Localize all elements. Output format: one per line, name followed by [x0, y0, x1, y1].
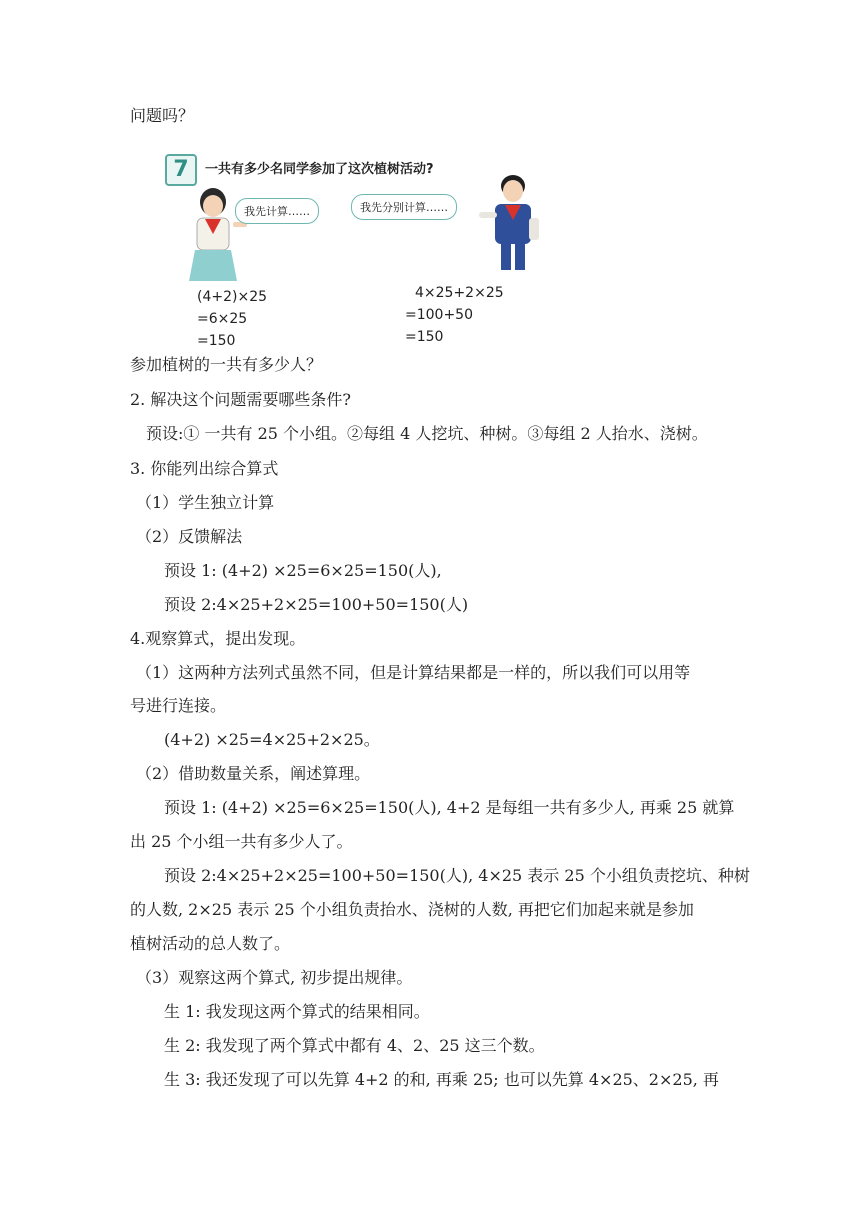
text-line: 预设 1: (4+2) ×25=6×25=150(人), 4+2 是每组一共有多少人, 再乘 25 就算 [164, 798, 735, 817]
speech-bubble-left: 我先计算…… [235, 198, 319, 224]
textbook-figure [165, 146, 560, 349]
text-line: 预设 2:4×25+2×25=100+50=150(人) [164, 595, 469, 614]
text-line: 2. 解决这个问题需要哪些条件? [130, 390, 351, 409]
text-line: （2）借助数量关系，阐述算理。 [136, 764, 371, 783]
text-line: 预设 2:4×25+2×25=100+50=150(人), 4×25 表示 25 个小组负责挖坑、种树 [164, 866, 750, 885]
text-line: 问题吗？ [130, 106, 195, 125]
text-line: （1）学生独立计算 [136, 493, 275, 512]
text-line: 出 25 个小组一共有多少人了。 [130, 832, 353, 851]
text-line: 4.观察算式，提出发现。 [130, 629, 306, 648]
text-line: (4+2) ×25=4×25+2×25。 [164, 730, 380, 749]
calculation-left [197, 286, 267, 352]
text-line: 生 2: 我发现了两个算式中都有 4、2、25 这三个数。 [164, 1036, 545, 1055]
text-line: 3. 你能列出综合算式 [130, 459, 279, 478]
text-line: （3）观察这两个算式, 初步提出规律。 [136, 968, 413, 987]
calc-step: =150 [405, 329, 444, 345]
text-line: （1）这两种方法列式虽然不同，但是计算结果都是一样的，所以我们可以用等 [136, 663, 691, 682]
calc-step: =6×25 [197, 311, 248, 327]
calc-step: 4×25+2×25 [415, 285, 504, 301]
example-number-badge: 7 [165, 154, 197, 186]
calculation-right [405, 282, 504, 348]
text-line: （2）反馈解法 [136, 527, 243, 546]
text-line: 号进行连接。 [130, 696, 227, 715]
boy-illustration [475, 172, 555, 272]
text-line: 预设:① 一共有 25 个小组。②每组 4 人挖坑、种树。③每组 2 人抬水、浇树。 [146, 424, 708, 443]
speech-bubble-right: 我先分别计算…… [351, 194, 457, 220]
figure-question: 一共有多少名同学参加了这次植树活动? [205, 162, 434, 177]
calc-step: =150 [197, 333, 236, 349]
text-line: 预设 1: (4+2) ×25=6×25=150(人), [164, 561, 442, 580]
calc-step: (4+2)×25 [197, 289, 268, 305]
calc-step: =100+50 [405, 307, 473, 323]
text-line: 生 1: 我发现这两个算式的结果相同。 [164, 1002, 430, 1021]
text-line: 参加植树的一共有多少人？ [130, 355, 323, 374]
text-line: 生 3: 我还发现了可以先算 4+2 的和, 再乘 25; 也可以先算 4×25、2×25, 再 [164, 1070, 719, 1089]
text-line: 的人数, 2×25 表示 25 个小组负责抬水、浇树的人数, 再把它们加起来就是参加 [130, 900, 694, 919]
text-line: 植树活动的总人数了。 [130, 934, 291, 953]
